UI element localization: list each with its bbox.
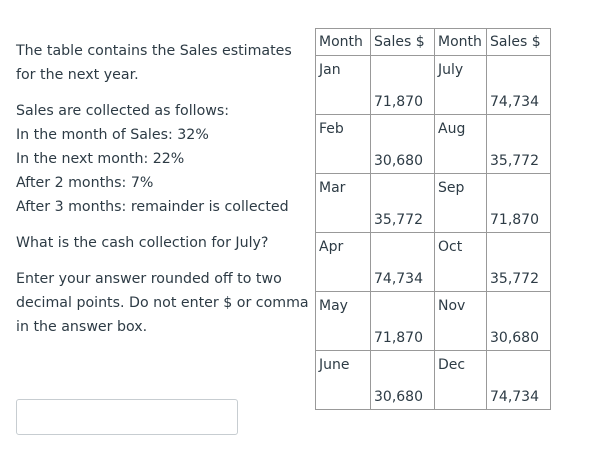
collection-rule: In the next month: 22% bbox=[16, 151, 185, 167]
header-sales: Sales $ bbox=[371, 29, 435, 56]
sales-table bbox=[315, 28, 551, 410]
sales-cell: 74,734 bbox=[487, 56, 551, 115]
month-cell: Feb bbox=[316, 115, 371, 174]
month-cell: Dec bbox=[435, 351, 487, 410]
table-row bbox=[316, 292, 551, 351]
sales-cell: 74,734 bbox=[487, 351, 551, 410]
header-month: Month bbox=[435, 29, 487, 56]
question-text bbox=[16, 39, 312, 339]
header-month: Month bbox=[316, 29, 371, 56]
sales-cell: 30,680 bbox=[371, 115, 435, 174]
sales-cell: 30,680 bbox=[487, 292, 551, 351]
sales-cell: 35,772 bbox=[487, 115, 551, 174]
sales-cell: 30,680 bbox=[371, 351, 435, 410]
collection-rule: After 3 months: remainder is collected bbox=[16, 199, 289, 215]
sales-cell: 71,870 bbox=[371, 292, 435, 351]
month-cell: Sep bbox=[435, 174, 487, 233]
sales-cell: 71,870 bbox=[487, 174, 551, 233]
month-cell: Mar bbox=[316, 174, 371, 233]
month-cell: Nov bbox=[435, 292, 487, 351]
month-cell: Apr bbox=[316, 233, 371, 292]
sales-cell: 35,772 bbox=[371, 174, 435, 233]
month-cell: Aug bbox=[435, 115, 487, 174]
table-row bbox=[316, 233, 551, 292]
question-prompt: What is the cash collection for July? bbox=[16, 235, 269, 251]
month-cell: July bbox=[435, 56, 487, 115]
sales-cell: 74,734 bbox=[371, 233, 435, 292]
table-row bbox=[316, 351, 551, 410]
table-row bbox=[316, 115, 551, 174]
table-row bbox=[316, 174, 551, 233]
table-row bbox=[316, 56, 551, 115]
collection-rule: After 2 months: 7% bbox=[16, 175, 154, 191]
sales-cell: 71,870 bbox=[371, 56, 435, 115]
sales-cell: 35,772 bbox=[487, 233, 551, 292]
month-cell: Oct bbox=[435, 233, 487, 292]
answer-input[interactable] bbox=[16, 399, 238, 435]
month-cell: June bbox=[316, 351, 371, 410]
collection-rule: In the month of Sales: 32% bbox=[16, 127, 209, 143]
month-cell: May bbox=[316, 292, 371, 351]
header-sales: Sales $ bbox=[487, 29, 551, 56]
table-header-row bbox=[316, 29, 551, 56]
collection-heading: Sales are collected as follows: bbox=[16, 103, 230, 119]
question-intro: The table contains the Sales estimates for the next year. bbox=[16, 43, 292, 83]
answer-instructions: Enter your answer rounded off to two decimal points. Do not enter $ or comma in the answer box. bbox=[16, 271, 309, 335]
month-cell: Jan bbox=[316, 56, 371, 115]
